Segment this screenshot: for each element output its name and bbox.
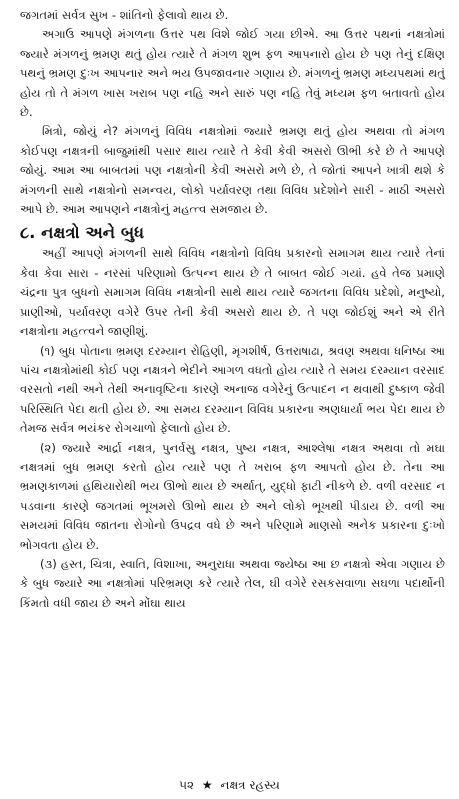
paragraph-mars-paths: અગાઉ આપણે મંગળના ઉત્તર પથ વિશે જોઈ ગયા છીએ. આ ઉત્તર પથનાં નક્ષત્રોમાં જ્યારે મંગળનું ભ્રમણ થતું હોય ત્યારે તે મંગળ શુભ ફળ આપનારો હોય છે પણ તેનું દક્ષિણ પથનું ભ્રમણ દુઃખ આપનાર અને ભય ઉપજાવનાર ગણાય છે. મંગળનું ભ્રમણ મધ્યપથમાં થતું હોય તો તે મંગળ ખાસ ખરાબ પણ નહિ અને સારું પણ નહિ તેવું મધ્યમ ફળ બતાવતો હોય છે. (20, 27, 445, 120)
book-title: નક્ષત્ર રહસ્ય (220, 778, 280, 792)
point-1: (૧) બુધ પોતાના ભ્રમણ દરમ્યાન રોહિણી, મૃગશીર્ષ, ઉત્તરાષાઢા, શ્રવણ અથવા ધનિષ્ઠા આ પાંચ નક્ષત્રોમાંથી કોઈ પણ નક્ષત્રને ભેદીને આગળ વધતો હોય ત્યારે તે સમય દરમ્યાન વરસાદ વરસતો નથી અને તેથી અનાવૃષ્ટિના કારણે અનાજ વગેરેનું ઉત્પાદન ન થવાથી દુષ્કાળ જેવી પરિસ્થિતિ પેદા થતી હોય છે. આ સમય દરમ્યાન વિવિધ પ્રકારના અણધાર્યા ભય પેદા થાય છે તેમજ સર્વત્ર ભયંકર રોગચાળો ફેલાતો હોય છે. (20, 343, 445, 436)
star-icon: ★ (201, 778, 213, 792)
paragraph-mars-summary: મિત્રો, જોયું ને? મંગળનું વિવિધ નક્ષત્રોમાં જ્યારે ભ્રમણ થતું હોય અથવા તો મંગળ કોઈપણ નક્ષત્રની બાજુમાંથી પસાર થાય ત્યારે તે કેવી કેવી અસરો ઊભી કરે છે તે આપણે જોયું. આમ આ બાબતમાં પણ નક્ષત્રોની કેવી અસરો મળે છે, તે જોતાં આપને ખાત્રી થશે કે મંગળની સાથે નક્ષત્રોનો સમન્વય, લોકો પર્યાવરણ તથા વિવિધ પ્રદેશોને સારી - માઠી અસરો આપે છે. આમ આપણને નક્ષત્રોનું મહત્ત્વ સમજાય છે. (20, 124, 445, 217)
section-intro: અહીં આપણે મંગળની સાથે વિવિધ નક્ષત્રોનો વિવિધ પ્રકારનો સમાગમ થાય ત્યારે તેનાં કેવા કેવા સારા - નરસાં પરિણામો ઉત્પન્ન થાય છે તે બાબત જોઈ ગયાં. હવે તેજ પ્રમાણે ચંદ્રના પુત્ર બુધનો સમાગમ વિવિધ નક્ષત્રોની સાથે થાય ત્યારે જગતના વિવિધ પ્રદેશો, મનુષ્યો, પ્રાણીઓ, પર્યાવરણ વગેરે ઉપર તેની કેવી અસરો થાય છે. તે પણ જોઈશું અને એ રીતે નક્ષત્રોના મહત્ત્વને જાણીશું. (20, 246, 445, 339)
section-heading: ૮. નક્ષત્રો અને બુધ (20, 223, 144, 243)
page-footer (0, 777, 459, 793)
point-3: (૩) હસ્ત, ચિત્રા, સ્વાતિ, વિશાખા, અનુરાધા અથવા જ્યેષ્ઠા આ છ નક્ષત્રો એવા ગણાય છે કે બુધ જ્યારે આ નક્ષત્રોમાં પરિભ્રમણ કરે ત્યારે તેલ, ઘી વગેરે રસકસવાળા સઘળા પદાર્થોની કિંમતો વધી જાય છે અને મોંઘા થાય (20, 556, 445, 610)
page-number: ૫૨ (179, 778, 195, 792)
paragraph-continuation: જગતમાં સર્વત્ર સુખ - શાંતિનો ફેલાવો થાય છે. (20, 8, 229, 22)
point-2: (૨) જ્યારે આર્દ્રા નક્ષત્ર, પુનર્વસુ નક્ષત્ર, પુષ્ય નક્ષત્ર, આશ્લેષા નક્ષત્ર અથવા તો મઘા નક્ષત્રમાં બુધ ભ્રમણ કરતો હોય ત્યારે પણ તે ખરાબ ફળ આપતો હોય છે. તેના આ ભ્રમણકાળમાં હથિયારોથી ભય ઊભો થાય છે અર્થાત્, યુદ્ધો ફાટી નીકળે છે. વળી વરસાદ ન પડવાના કારણે જગતમાં ભૂખમરો ઊભો થાય છે અને લોકો ભૂખથી પીડાય છે. વળી આ સમયમાં વિવિધ જાતના રોગોનો ઉપદ્રવ વધે છે અને પરિણામે માણસો અનેક પ્રકારના દુઃખો ભોગવતા હોય છે. (20, 440, 445, 552)
